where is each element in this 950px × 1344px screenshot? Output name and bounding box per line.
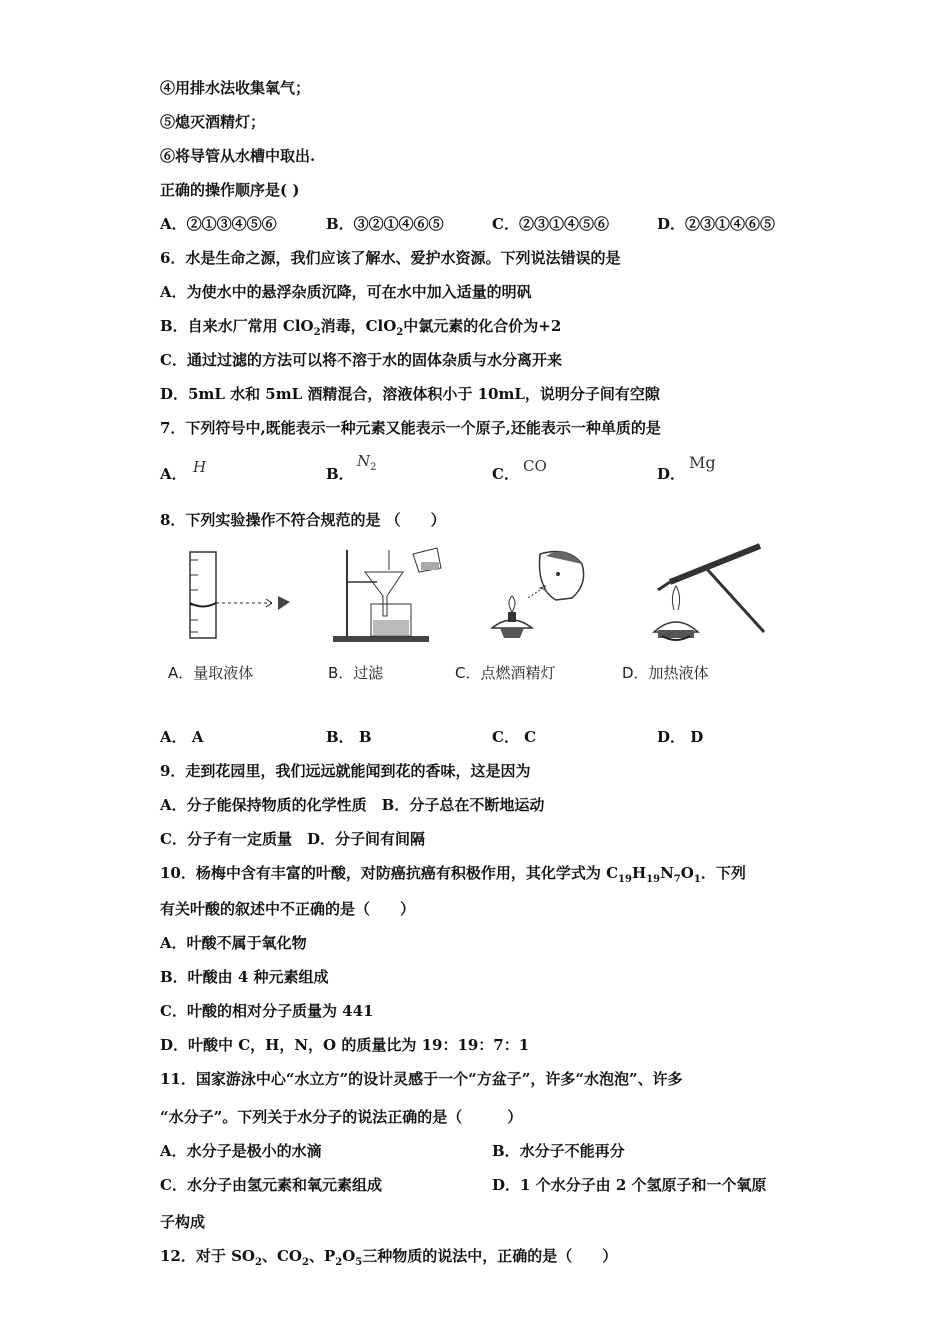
q5-option-b: B．③②①④⑥⑤ [326,215,444,233]
q8-option-b: B． B [326,728,372,746]
q10-stem: 10．杨梅中含有丰富的叶酸，对防癌抗癌有积极作用，其化学式为 $C_{19}H_{19}N_7O_1$．下列 [160,864,746,885]
q5-option-d: D．②③①④⑥⑤ [657,215,776,233]
q5-step5: ⑤熄灭酒精灯； [160,113,266,131]
q7-stem: 7．下列符号中,既能表示一种元素又能表示一个原子,还能表示一种单质的是 [160,419,661,437]
caption-a: A．量取液体 [168,664,254,682]
figure-measure-liquid [180,540,330,650]
q6-option-b: B．自来水厂常用 ClO$_2$消毒，ClO$_2$中氯元素的化合价为+2 [160,317,562,338]
q8-option-a: A． A [160,728,204,746]
q6-option-c: C．通过过滤的方法可以将不溶于水的固体杂质与水分离开来 [160,351,562,369]
q7-option-b: B． [326,465,354,483]
q7-option-a: A． [160,465,187,483]
q7-option-d: D． [657,465,686,483]
q10-option-a: A．叶酸不属于氧化物 [160,934,307,952]
q7-symbol-n2: $N_2$ [357,452,377,473]
q11-option-b: B．水分子不能再分 [492,1142,625,1160]
q10-option-c: C．叶酸的相对分子质量为 441 [160,1002,374,1020]
q6-option-d: D．5mL 水和 5mL 酒精混合，溶液体积小于 10mL，说明分子间有空隙 [160,385,660,403]
figure-heat-liquid [640,540,790,650]
q10-option-b: B．叶酸由 4 种元素组成 [160,968,329,986]
q7-option-c: C． [492,465,519,483]
q7-symbol-co: CO [523,457,547,475]
q11-option-c: C．水分子由氢元素和氧元素组成 [160,1176,382,1194]
q9-options-cd: C．分子有一定质量 D．分子间有间隔 [160,830,425,848]
q7-symbol-h: H [193,458,207,476]
q10-option-d: D．叶酸中 C，H，N，O 的质量比为 19：19：7：1 [160,1036,530,1054]
q8-stem: 8．下列实验操作不符合规范的是 （ ） [160,511,446,529]
q12-stem: 12．对于 $SO_2$、$CO_2$、$P_2O_5$三种物质的说法中，正确的是（ ） [160,1247,618,1268]
q5-step4: ④用排水法收集氧气； [160,79,311,97]
q11-option-d-cont: 子构成 [160,1213,206,1231]
q5-step6: ⑥将导管从水槽中取出. [160,147,316,165]
q11-stem: 11．国家游泳中心“水立方”的设计灵感于一个“方盆子”，许多“水泡泡”、许多 [160,1070,683,1088]
q9-stem: 9．走到花园里，我们远远就能闻到花的香味，这是因为 [160,762,531,780]
q9-options-ab: A．分子能保持物质的化学性质 B．分子总在不断地运动 [160,796,545,814]
q6-option-a: A．为使水中的悬浮杂质沉降，可在水中加入适量的明矾 [160,283,532,301]
q11-stem-cont: “水分子”。下列关于水分子的说法正确的是（ ） [160,1108,523,1126]
q8-option-d: D． D [657,728,704,746]
figure-filtration [325,540,475,650]
q11-option-d: D．1 个水分子由 2 个氢原子和一个氧原 [492,1176,767,1194]
q7-symbol-mg: Mg [689,453,716,472]
q5-prompt: 正确的操作顺序是( ) [160,181,300,199]
figure-light-lamp [480,540,630,650]
q5-option-a: A．②①③④⑤⑥ [160,215,277,233]
q11-option-a: A．水分子是极小的水滴 [160,1142,322,1160]
q5-option-c: C．②③①④⑤⑥ [492,215,609,233]
caption-b: B．过滤 [328,664,384,682]
q10-stem-cont: 有关叶酸的叙述中不正确的是（ ） [160,900,416,918]
caption-c: C．点燃酒精灯 [455,664,556,682]
q6-stem: 6．水是生命之源，我们应该了解水、爱护水资源。下列说法错误的是 [160,249,621,267]
q8-option-c: C． C [492,728,537,746]
caption-d: D．加热液体 [622,664,709,682]
